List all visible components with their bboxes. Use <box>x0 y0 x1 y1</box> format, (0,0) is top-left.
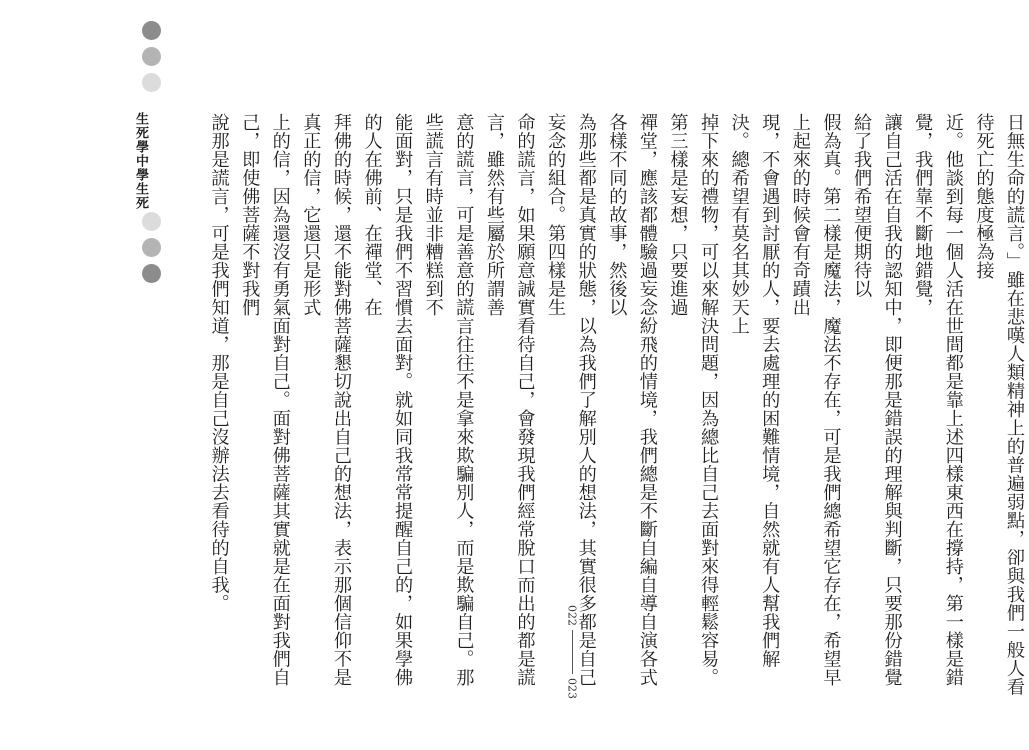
page-number-left: 022 <box>565 605 579 626</box>
decor-dot-1 <box>142 21 161 40</box>
text-column: 禪堂，應該都體驗過妄念紛飛的情境，我們總是不斷自編自導自演各式各樣不同的故事，然後以 <box>606 113 658 687</box>
body-text <box>203 113 1029 696</box>
text-column: 近。他談到每一個人活在世間都是靠上述四樣東西在撐持，第一樣是錯覺，我們靠不斷地錯覺， <box>912 113 964 687</box>
text-column: 讓自己活在自我的認知中，即便那是錯誤的理解與判斷，只要那份錯覺給了我們希望便期待以 <box>851 113 903 687</box>
decor-dot-2 <box>142 47 161 66</box>
text-column: 說那是謊言，可是我們知道，那是自己沒辦法去看待的自我。 <box>208 113 230 613</box>
decor-dot-6 <box>142 264 161 283</box>
decor-dot-5 <box>142 238 161 257</box>
text-column: 拜佛的時候，還不能對佛菩薩懇切說出自己的想法，表示那個信仰不是真正的信，它還只是形式 <box>300 113 352 687</box>
page-folio <box>560 605 584 715</box>
text-column: 日無生命的謊言。」雖在悲嘆人類精神上的普遍弱點，卻與我們一般人看待死亡的態度極為接 <box>973 113 1026 696</box>
text-column: 能面對，只是我們不習慣去面對。就如同我常常提醒自己的，如果學佛的人在佛前、在禪堂、在 <box>361 113 414 687</box>
text-column: 意的謊言，可是善意的謊言往往不是拿來欺騙別人，而是欺騙自己。那些謊言有時並非糟糕到不 <box>422 113 475 687</box>
decor-dot-4 <box>142 212 161 231</box>
running-title: 生死學中學生死 <box>133 112 148 210</box>
decor-dot-3 <box>142 73 161 92</box>
text-column: 上的信，因為還沒有勇氣面對自己。面對佛菩薩其實就是在面對我們自己，即使佛菩薩不對我們 <box>239 113 291 687</box>
page-number-right: 023 <box>565 678 579 699</box>
text-column: 掉下來的禮物，可以來解決問題，因為總比自己去面對來得輕鬆容易。第三樣是妄想，只要進過 <box>667 113 720 687</box>
text-column: 為那些都是真實的狀態，以為我們了解別人的想法，其實很多都是自己妄念的組合。第四樣是生 <box>545 113 597 687</box>
folio-rule <box>572 630 573 674</box>
text-column: 假為真。第二樣是魔法，魔法不存在，可是我們總希望它存在，希望早上起來的時候會有奇蹟出 <box>789 113 842 687</box>
text-column: 現，不會遇到討厭的人，要去處理的困難情境，自然就有人幫我們解決。總希望有莫名其妙天上 <box>728 113 781 668</box>
text-column: 命的謊言，如果願意誠實看待自己，會發現我們經常脫口而出的都是謊言，雖然有些屬於所謂善 <box>483 113 536 687</box>
